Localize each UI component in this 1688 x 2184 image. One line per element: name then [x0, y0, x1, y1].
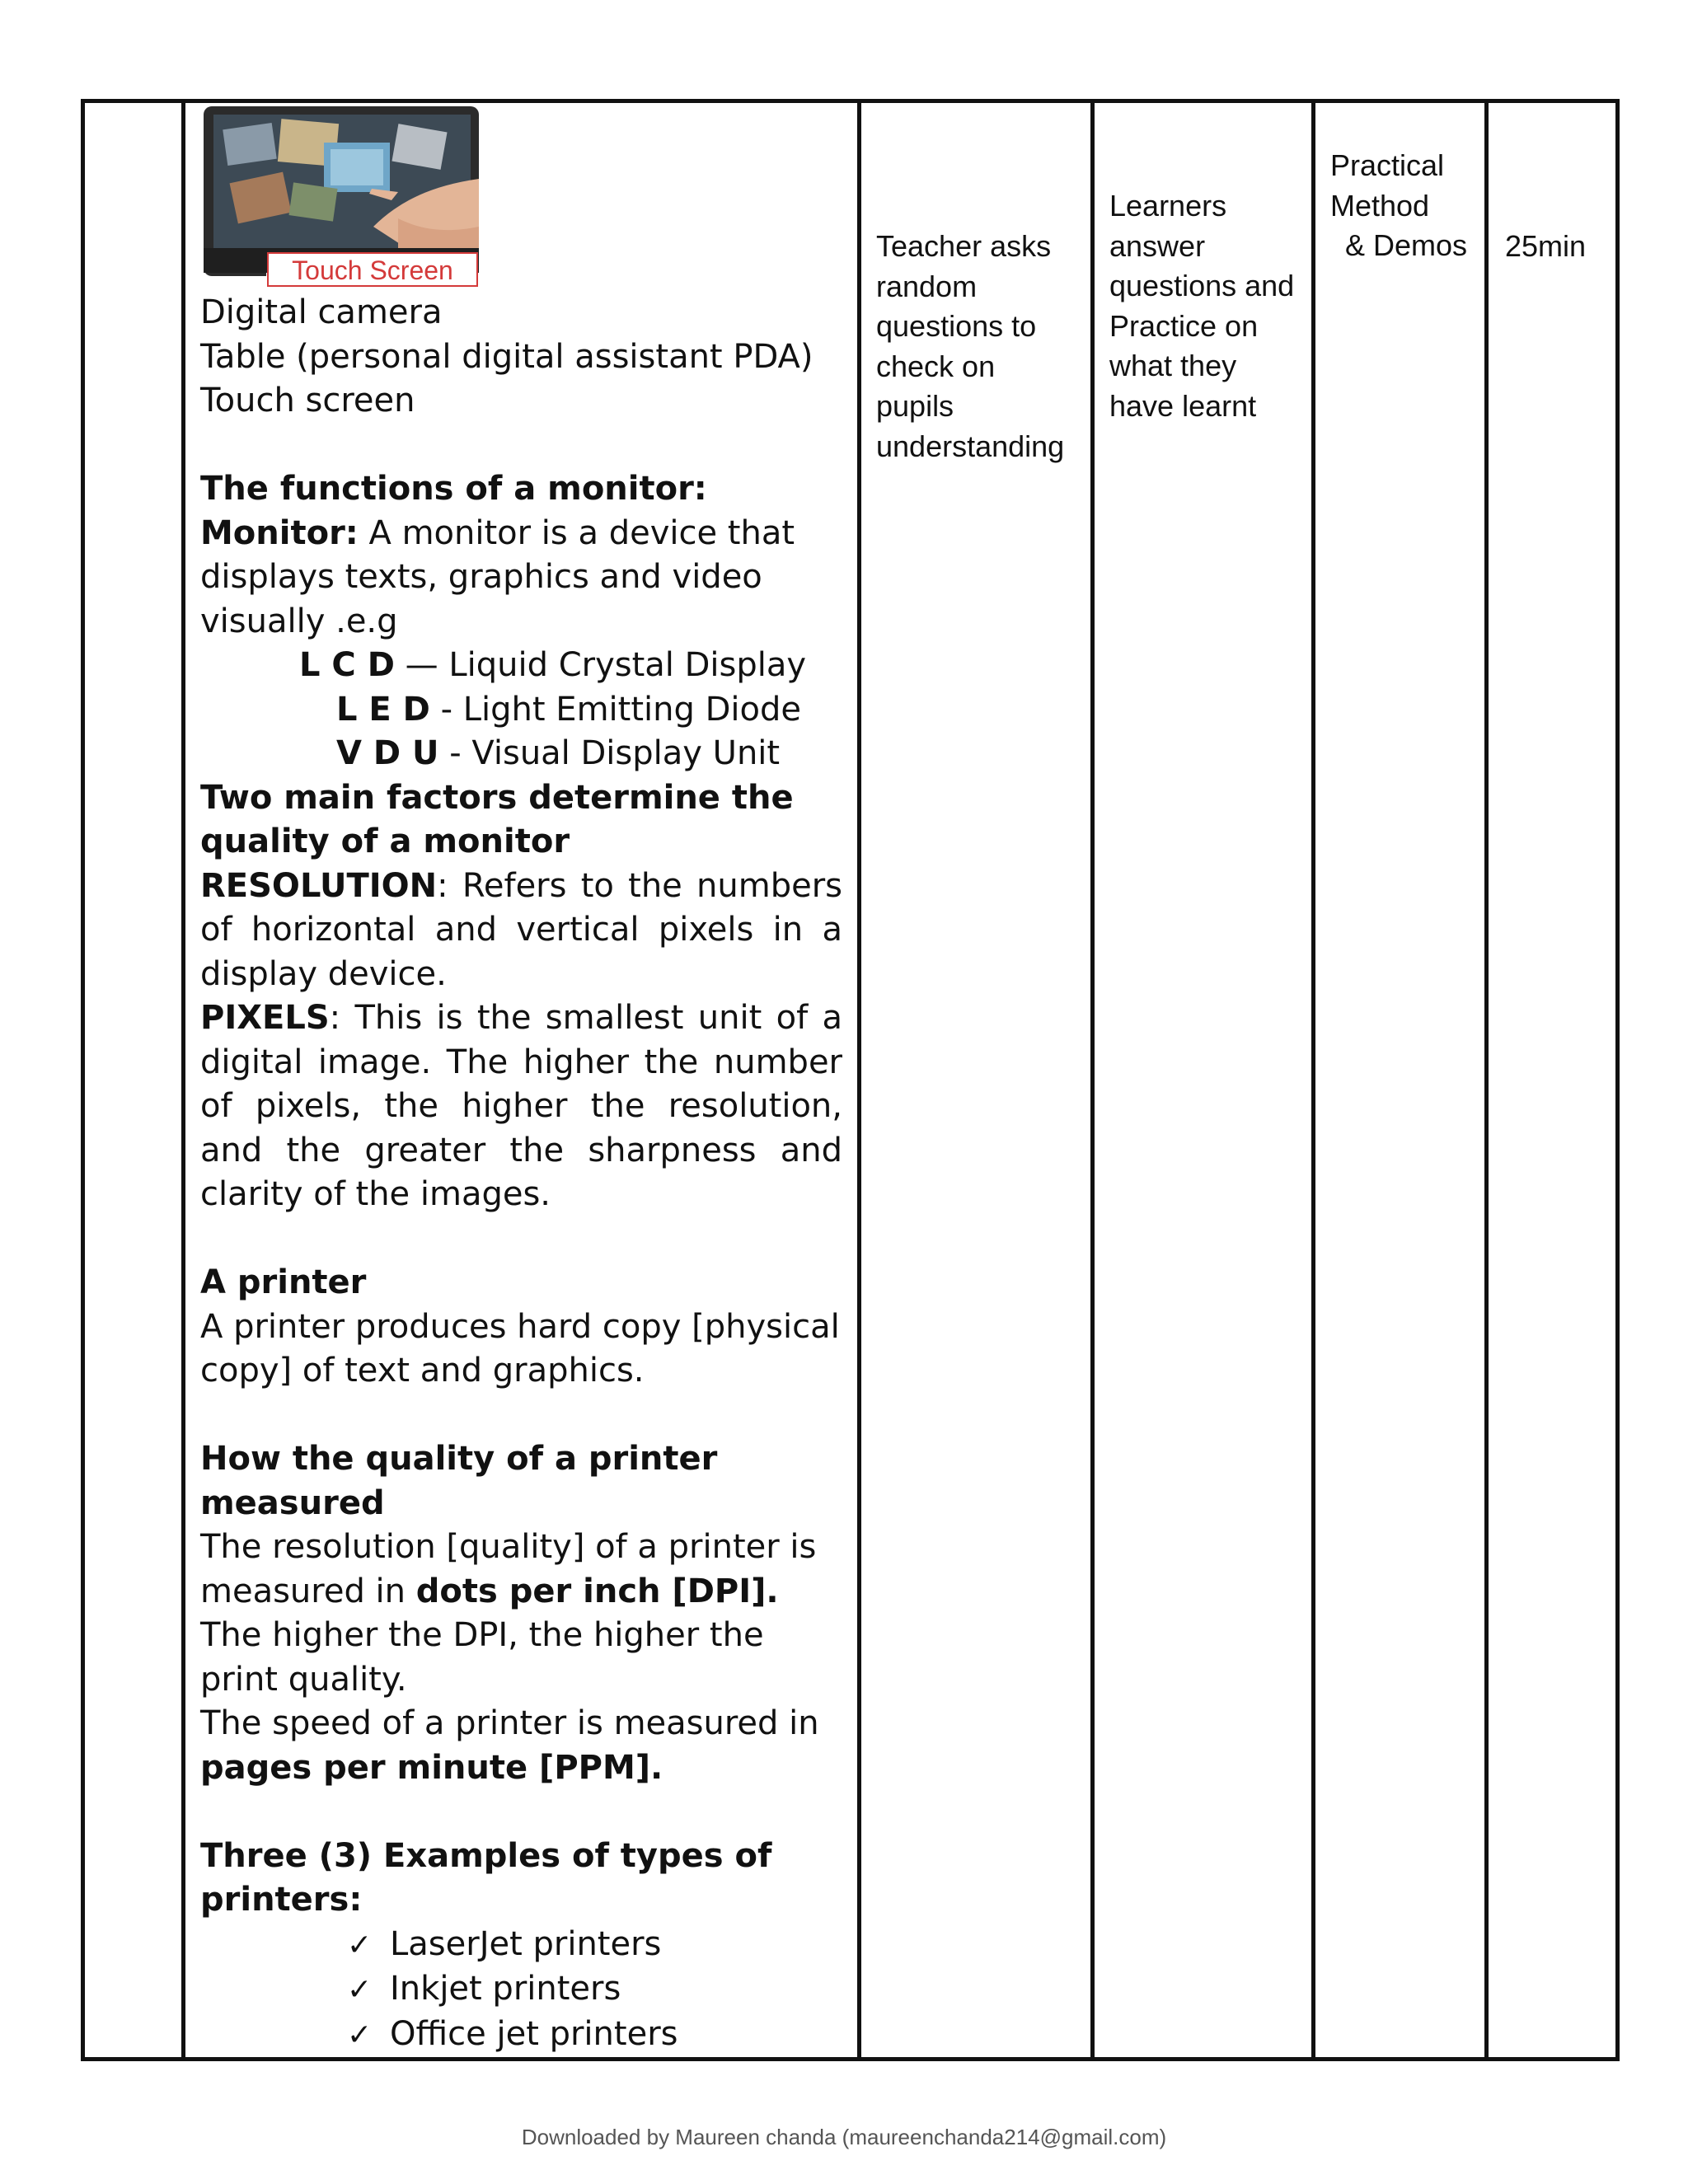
printer-definition: A printer produces hard copy [physical copy] of text and graphics.	[200, 1307, 840, 1390]
time-cell	[1487, 101, 1618, 2060]
printer-resolution-text: The resolution [quality] of a printer is measured in dots per inch [DPI].	[200, 1528, 817, 1610]
device-item: Touch screen	[200, 382, 415, 419]
printer-quality-heading: How the quality of a printer measured	[200, 1440, 718, 1522]
monitor-factors-heading: Two main factors determine the quality of a monitor	[200, 778, 794, 860]
touch-screen-illustration	[200, 103, 482, 291]
printer-dpi-text: The higher the DPI, the higher the print quality.	[200, 1616, 764, 1699]
download-footer: Downloaded by Maureen chanda (maureenchanda214@gmail.com)	[521, 2125, 1167, 2149]
image-caption: Touch Screen	[292, 255, 453, 285]
lesson-plan-table	[81, 99, 1620, 2061]
monitor-type-led: L E D - Light Emitting Diode	[336, 690, 801, 729]
printer-example-item: ✓ Office jet printers	[200, 2013, 842, 2058]
check-icon: ✓	[347, 1973, 373, 2007]
method-cell: Practical Method & Demos	[1314, 101, 1487, 2060]
monitor-heading: The functions of a monitor:	[200, 470, 707, 508]
blank-column-cell	[83, 101, 184, 2060]
printer-examples-heading: Three (3) Examples of types of printers:	[200, 1836, 772, 1919]
printer-example-item: ✓ LaserJet printers	[200, 1923, 842, 1968]
check-icon: ✓	[347, 2018, 373, 2052]
learner-activity-cell: Learners answer questions and Practice on what they have learnt	[1093, 101, 1314, 2060]
teacher-activity-cell: Teacher asks random questions to check on pupils understanding	[860, 101, 1093, 2060]
touch-screen-image	[200, 103, 482, 291]
device-item: Table (personal digital assistant PDA)	[200, 337, 814, 376]
monitor-type-lcd: L C D — Liquid Crystal Display	[299, 646, 807, 684]
lesson-content-cell	[184, 101, 860, 2060]
check-icon: ✓	[347, 1928, 373, 1962]
printer-example-item: ✓ Inkjet printers	[200, 1967, 842, 2013]
time-value: 25min	[1505, 229, 1587, 263]
device-item: Digital camera	[200, 293, 443, 331]
monitor-type-vdu: V D U - Visual Display Unit	[336, 734, 781, 772]
monitor-definition: Monitor: A monitor is a device that displays texts, graphics and video visually .e.g	[200, 513, 795, 640]
lesson-notes	[200, 291, 842, 2057]
resolution-definition: RESOLUTION: Refers to the numbers of horizontal and vertical pixels in a display device.	[200, 866, 842, 993]
pixels-definition: PIXELS: This is the smallest unit of a digital image. The higher the number of pixels, the higher the resolution, and the greater the sharpness and clarity of the images.	[200, 999, 842, 1213]
printer-heading: A printer	[200, 1263, 367, 1301]
printer-speed-text: The speed of a printer is measured in pages per minute [PPM].	[200, 1704, 819, 1787]
